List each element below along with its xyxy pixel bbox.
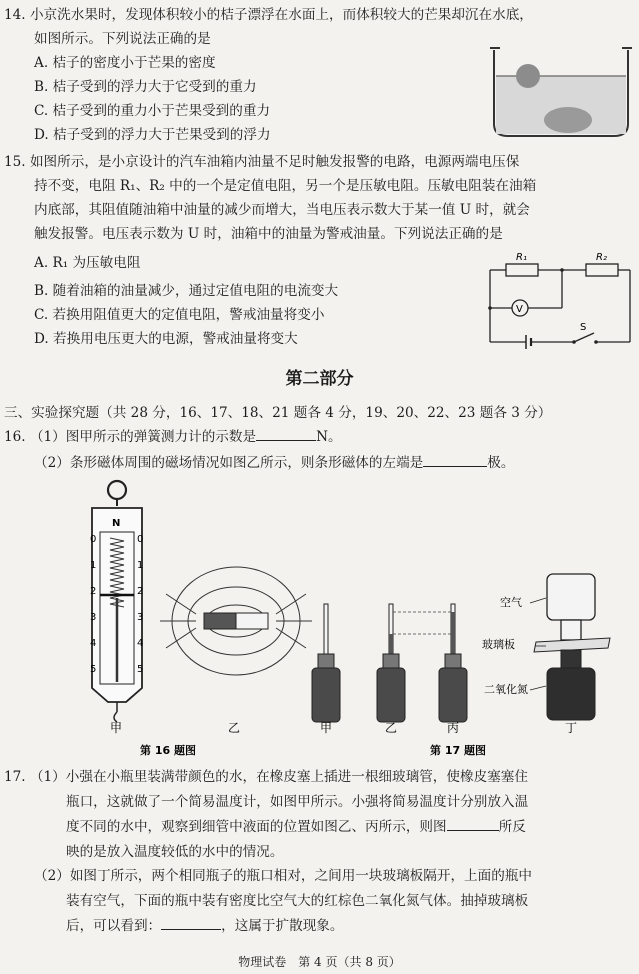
tick-right-0: 0 xyxy=(137,534,144,545)
tick-right-3: 3 xyxy=(137,612,144,623)
q15-stem-line2: 持不变，电阻 R₁、R₂ 中的一个是定值电阻，另一个是压敏电阻。压敏电阻装在油箱 xyxy=(34,178,537,194)
q16-line2-text: （2）条形磁体周围的磁场情况如图乙所示，则条形磁体的左端是 xyxy=(34,455,424,471)
q17-p1-line3-tail: 所反 xyxy=(498,819,526,835)
q15-option-d: D. 若换用电压更大的电源，警戒油量将变大 xyxy=(34,331,298,347)
diffusion-bottles-figure xyxy=(530,574,610,720)
resistor-r1 xyxy=(506,264,538,276)
resistor-r2 xyxy=(586,264,618,276)
fig17-label-yi: 乙 xyxy=(385,721,398,735)
q16-line1-text: 16. （1）图甲所示的弹簧测力计的示数是 xyxy=(4,429,257,445)
tick-left-4: 4 xyxy=(90,638,97,649)
q17-p1-line3-text: 度不同的水中，观察到细管中液面的位置如图乙、丙所示，则图 xyxy=(66,819,447,835)
label-switch: S xyxy=(580,322,587,333)
fig17-label-jia: 甲 xyxy=(320,721,333,735)
switch-icon xyxy=(574,333,594,342)
bottle-yi xyxy=(377,604,405,722)
spring-scale-figure xyxy=(90,481,143,722)
q16-line1 xyxy=(4,428,342,446)
tick-left-3: 3 xyxy=(90,612,97,623)
q17-blank2 xyxy=(161,929,221,930)
q17-p1-line3 xyxy=(66,818,526,836)
q17-p2-line3-text: 后，可以看到： xyxy=(66,918,162,934)
tick-right-1: 1 xyxy=(137,560,144,571)
q16-line2 xyxy=(34,454,514,472)
mango-shape xyxy=(544,107,592,133)
q17-p2-line2: 装有空气，下面的瓶中装有密度比空气大的红棕色二氧化氮气体。抽掉玻璃板 xyxy=(66,893,529,909)
tick-right-4: 4 xyxy=(137,638,144,649)
q16-line2-tail: 极。 xyxy=(487,455,515,471)
q15-option-a: A. R₁ 为压敏电阻 xyxy=(34,255,141,271)
section3-header: 三、实验探究题（共 28 分，16、17、18、21 题各 4 分，19、20、22、23 题各 3 分） xyxy=(4,405,552,421)
q17-p1-line2: 瓶口，这就做了一个简易温度计，如图甲所示。小强将简易温度计分别放入温 xyxy=(66,794,529,810)
q16-blank2 xyxy=(423,466,487,467)
q14-option-b: B. 桔子受到的浮力大于它受到的重力 xyxy=(34,79,257,95)
label-glass-plate: 玻璃板 xyxy=(482,638,515,651)
bottle-bing xyxy=(439,604,467,722)
part2-title: 第二部分 xyxy=(285,369,354,389)
tick-right-5: 5 xyxy=(137,664,144,675)
bar-magnet-figure xyxy=(160,567,312,675)
fig16-label-yi: 乙 xyxy=(228,721,241,735)
q16-blank1 xyxy=(256,440,316,441)
q15-circuit-diagram xyxy=(486,250,634,352)
q15-stem-line1: 15. 如图所示，是小京设计的汽车油箱内油量不足时触发报警的电路，电源两端电压保 xyxy=(4,154,520,170)
q14-stem-line2: 如图所示。下列说法正确的是 xyxy=(34,31,211,47)
tick-left-2: 2 xyxy=(90,586,97,597)
tick-left-5: 5 xyxy=(90,664,97,675)
q15-option-b: B. 随着油箱的油量减少，通过定值电阻的电流变大 xyxy=(34,283,339,299)
q17-p2-line3-tail: ，这属于扩散现象。 xyxy=(221,918,344,934)
q17-blank1 xyxy=(447,830,499,831)
q17-p2-line1: （2）如图丁所示，两个相同瓶子的瓶口相对，之间用一块玻璃板隔开，上面的瓶中 xyxy=(34,868,533,884)
q16-line1-unit: N。 xyxy=(316,429,342,445)
fig17-label-bing: 丙 xyxy=(447,721,460,735)
fig17-label-ding: 丁 xyxy=(565,721,578,735)
q14-option-c: C. 桔子受到的重力小于芒果受到的重力 xyxy=(34,103,271,119)
label-no2: 二氧化氮 xyxy=(484,683,528,696)
page-footer: 物理试卷 第 4 页（共 8 页） xyxy=(238,955,401,969)
q14-option-d: D. 桔子受到的浮力大于芒果受到的浮力 xyxy=(34,127,271,143)
scale-unit-label: N xyxy=(112,518,121,529)
label-air: 空气 xyxy=(500,596,522,609)
tick-left-0: 0 xyxy=(90,534,97,545)
orange-ball xyxy=(516,64,540,88)
fig16-label-jia: 甲 xyxy=(110,721,123,735)
q14-stem-line1: 14. 小京洗水果时，发现体积较小的桔子漂浮在水面上，而体积较大的芒果却沉在水底， xyxy=(4,7,533,23)
q14-water-basin-figure xyxy=(486,40,636,140)
tick-right-2: 2 xyxy=(137,586,144,597)
label-r2: R₂ xyxy=(596,252,607,263)
q15-option-c: C. 若换用阻值更大的定值电阻，警戒油量将变小 xyxy=(34,307,325,323)
label-r1: R₁ xyxy=(516,252,527,263)
q17-p2-line3 xyxy=(66,917,344,935)
fig17-caption: 第 17 题图 xyxy=(430,744,486,757)
label-voltmeter: V xyxy=(516,304,523,315)
fig16-caption: 第 16 题图 xyxy=(140,744,196,757)
q15-stem-line3: 内底部，其阻值随油箱中油量的减少而增大，当电压表示数大于某一值 U 时，就会 xyxy=(34,202,530,218)
q14-option-a: A. 桔子的密度小于芒果的密度 xyxy=(34,55,216,71)
q17-p1-line4: 映的是放入温度较低的水中的情况。 xyxy=(66,844,284,860)
tick-left-1: 1 xyxy=(90,560,97,571)
figures-16-17 xyxy=(0,476,639,761)
q15-stem-line4: 触发报警。电压表示数为 U 时，油箱中的油量为警戒油量。下列说法正确的是 xyxy=(34,226,503,242)
bottle-jia xyxy=(312,604,340,722)
q17-p1-line1: 17. （1）小强在小瓶里装满带颜色的水，在橡皮塞上插进一根细玻璃管，使橡皮塞塞住 xyxy=(4,769,528,785)
